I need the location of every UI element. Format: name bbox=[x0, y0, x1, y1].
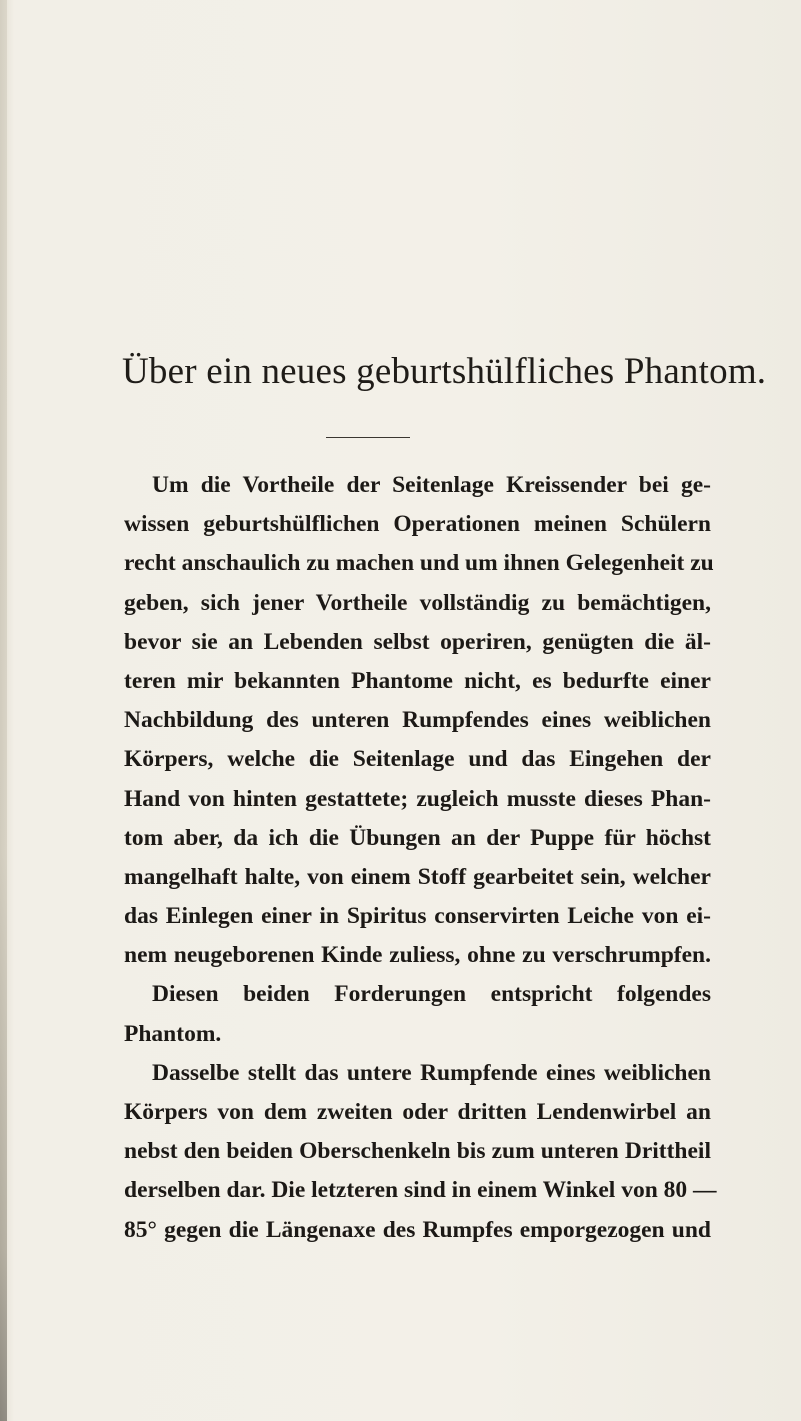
text-line: Hand von hinten gestattete; zugleich musste dieses Phan- bbox=[124, 785, 711, 812]
text-line: geben, sich jener Vortheile vollständig zu bemächtigen, bbox=[124, 589, 711, 616]
text-line: tom aber, da ich die Übungen an der Puppe für höchst bbox=[124, 824, 711, 851]
text-line: 85° gegen die Längenaxe des Rumpfes emporgezogen und bbox=[124, 1216, 711, 1243]
text-line: Dasselbe stellt das untere Rumpfende eines weiblichen bbox=[152, 1059, 711, 1086]
text-line: derselben dar. Die letzteren sind in einem Winkel von 80 — bbox=[124, 1177, 717, 1204]
text-line: Nachbildung des unteren Rumpfendes eines weiblichen bbox=[124, 707, 711, 734]
article-body bbox=[124, 466, 717, 1250]
text-line: Phantom. bbox=[124, 1020, 222, 1047]
text-line: nebst den beiden Oberschenkeln bis zum unteren Drittheil bbox=[124, 1138, 711, 1165]
text-line: Körpers, welche die Seitenlage und das Eingehen der bbox=[124, 746, 711, 773]
text-line: mangelhaft halte, von einem Stoff gearbeitet sein, welcher bbox=[124, 863, 711, 890]
text-line: Körpers von dem zweiten oder dritten Lendenwirbel an bbox=[124, 1099, 711, 1125]
page-binding-shadow bbox=[0, 0, 7, 1421]
text-line: teren mir bekannten Phantome nicht, es bedurfte einer bbox=[124, 667, 711, 694]
text-line: Um die Vortheile der Seitenlage Kreissender bei ge- bbox=[152, 472, 711, 498]
text-line: wissen geburtshülflichen Operationen meinen Schülern bbox=[124, 511, 711, 538]
text-line: recht anschaulich zu machen und um ihnen Gelegenheit zu bbox=[124, 550, 714, 577]
title-divider bbox=[326, 437, 410, 438]
text-line: bevor sie an Lebenden selbst operiren, genügten die äl- bbox=[124, 628, 711, 655]
text-line: das Einlegen einer in Spiritus conservirten Leiche von ei- bbox=[124, 903, 711, 930]
text-line: Diesen beiden Forderungen entspricht folgendes bbox=[152, 981, 711, 1008]
article-title: Über ein neues geburtshülfliches Phantom. bbox=[122, 351, 767, 392]
text-line: nem neugeborenen Kinde zuliess, ohne zu verschrumpfen. bbox=[124, 942, 711, 969]
